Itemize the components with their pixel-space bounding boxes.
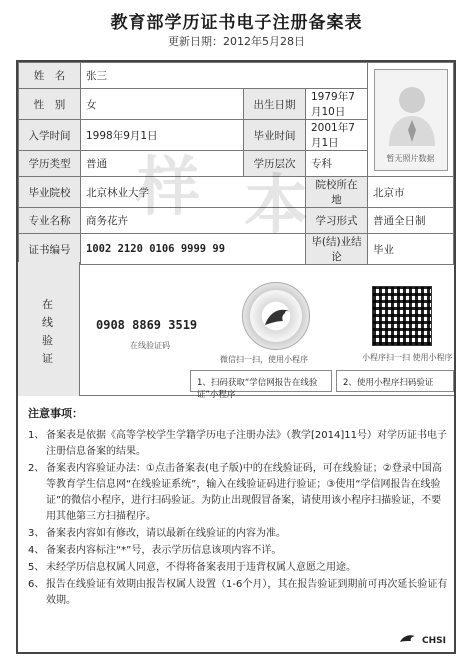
verification-code-caption: 在线验证码: [130, 341, 170, 350]
gender-value: 女: [81, 89, 244, 120]
miniprogram-caption: 微信扫一扫，使用小程序: [220, 355, 308, 364]
degree-type-value: 普通: [81, 151, 244, 177]
birth-date-label: 出生日期: [244, 89, 306, 120]
graduation-date-value: 2001年7月1日: [306, 120, 368, 151]
qr-code-icon[interactable]: [372, 286, 432, 346]
table-row: [19, 234, 454, 265]
table-row: [19, 208, 454, 234]
notes-list: [28, 428, 448, 609]
list-item: 5、 未经学历信息权属人同意，不得将备案表用于违背权属人意愿之用途。: [28, 562, 356, 573]
school-location-value: 北京市: [368, 177, 454, 208]
bird-logo-icon: [243, 283, 311, 351]
study-mode-label: 学习形式: [306, 208, 368, 234]
verification-step-1: 1、扫码获取“学信网报告在线验证”小程序: [190, 370, 332, 392]
school-label: 毕业院校: [19, 177, 81, 208]
major-label: 专业名称: [19, 208, 81, 234]
person-silhouette-icon: [375, 70, 449, 150]
list-item: 3、 备案表内容如有修改，请以最新在线验证的内容为准。: [28, 528, 286, 539]
page-title: 教育部学历证书电子注册备案表: [110, 13, 363, 33]
photo-caption: 暂无照片数据: [386, 153, 435, 163]
list-item: 1、 备案表是依据《高等学校学生学籍学历电子注册办法》（教学[2014]11号）对学历证书电子注册信息备案的结果。: [28, 430, 447, 457]
gender-label: 性 别: [19, 89, 81, 120]
notes-title: 注意事项：: [28, 407, 83, 420]
graduation-date-label: 毕业时间: [244, 120, 306, 151]
list-item: 4、 备案表内容标注“*”号，表示学历信息该项内容不详。: [28, 545, 282, 556]
update-date: 更新日期：2012年5月28日: [168, 35, 305, 48]
school-location-label: 院校所在地: [306, 177, 368, 208]
name-value: 张三: [81, 63, 368, 89]
conclusion-label: 毕(结)业结论: [306, 234, 368, 265]
notes-section: [28, 406, 448, 610]
verification-step-2: 2、使用小程序扫码验证: [336, 370, 454, 392]
chsi-logo-icon: [398, 632, 418, 646]
verification-code[interactable]: 0908 8869 3519: [96, 318, 198, 332]
photo-cell: [368, 63, 454, 177]
verification-label: 在 线 验 证: [18, 262, 80, 396]
certificate-number-label: 证书编号: [19, 234, 81, 265]
chsi-logo-text: CHSI: [422, 636, 446, 646]
info-table: [18, 62, 454, 265]
name-label: 姓 名: [19, 63, 81, 89]
school-value: 北京林业大学: [81, 177, 306, 208]
degree-level-label: 学历层次: [244, 151, 306, 177]
photo-placeholder: [374, 69, 448, 171]
study-mode-value: 普通全日制: [368, 208, 454, 234]
online-verification-section: [18, 262, 454, 400]
qr-caption: 小程序扫一扫 使用小程序: [362, 353, 453, 362]
record-sheet: [16, 60, 456, 654]
birth-date-value: 1979年7月10日: [306, 89, 368, 120]
degree-type-label: 学历类型: [19, 151, 81, 177]
table-row: [19, 63, 454, 89]
major-value: 商务花卉: [81, 208, 306, 234]
enroll-date-label: 入学时间: [19, 120, 81, 151]
miniprogram-code-icon[interactable]: [242, 282, 310, 350]
degree-level-value: 专科: [306, 151, 368, 177]
table-row: [19, 177, 454, 208]
conclusion-value: 毕业: [368, 234, 454, 265]
certificate-number-value: 1002 2120 0106 9999 99: [81, 234, 306, 265]
enroll-date-value: 1998年9月1日: [81, 120, 244, 151]
list-item: 2、 备案表内容验证办法：①点击备案表(电子版)中的在线验证码，可在线验证；②登录中国高等教育学生信息网“在线验证系统”，输入在线验证码进行验证；③使用“学信网报告在线验证”的微信小程序，进行扫码验证。为防止出现假冒备案，请使用该小程序扫描验证，不要用其他第三方扫描程序。: [28, 463, 442, 522]
list-item: 6、 报告在线验证有效期由报告权属人设置（1-6个月），其在报告验证到期前可再次延长验证有效期。: [28, 579, 448, 606]
